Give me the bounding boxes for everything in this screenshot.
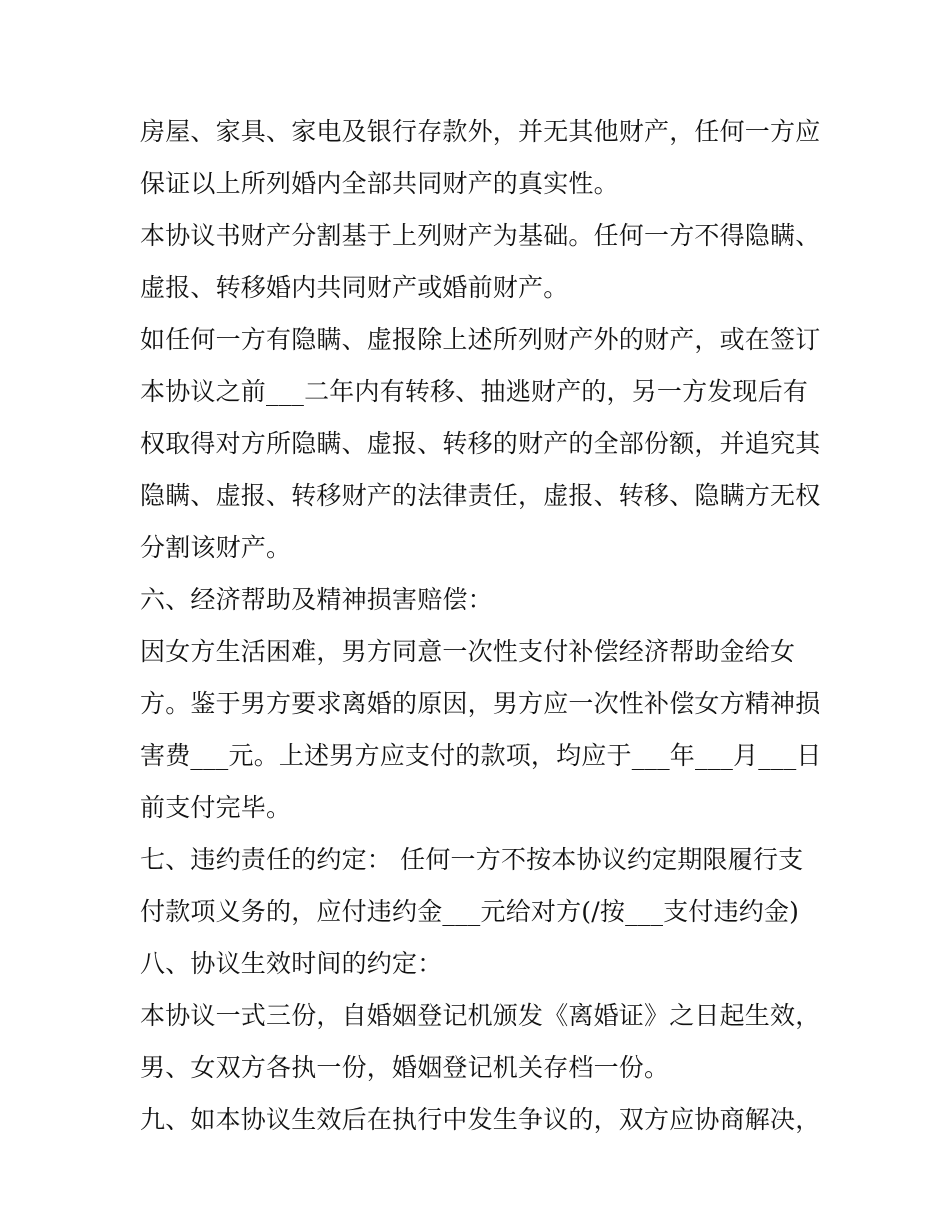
section-heading: 七、违约责任的约定： 任何一方不按本协议约定期限履行支 (140, 845, 804, 874)
document-body (140, 108, 820, 1148)
text-line: 男、女双方各执一份，婚姻登记机关存档一份。 (140, 1053, 670, 1082)
section-heading: 九、如本协议生效后在执行中发生争议的，双方应协商解决， (140, 1105, 821, 1134)
text-line: 虚报、转移婚内共同财产或婚前财产。 (140, 273, 569, 302)
text-line: 本协议之前___二年内有转移、抽逃财产的，另一方发现后有 (140, 377, 809, 406)
text-line: 因女方生活困难，男方同意一次性支付补偿经济帮助金给女 (140, 637, 796, 666)
text-line: 分割该财产。 (140, 533, 292, 562)
section-heading: 六、经济帮助及精神损害赔偿： (140, 585, 493, 614)
text-line: 房屋、家具、家电及银行存款外，并无其他财产，任何一方应 (140, 117, 821, 146)
text-line: 保证以上所列婚内全部共同财产的真实性。 (140, 169, 619, 198)
text-line: 前支付完毕。 (140, 793, 292, 822)
text-line: 本协议书财产分割基于上列财产为基础。任何一方不得隐瞒、 (140, 221, 821, 250)
text-line: 害费___元。上述男方应支付的款项，均应于___年___月___日 (140, 741, 822, 770)
section-heading: 八、协议生效时间的约定： (140, 949, 443, 978)
text-line: 付款项义务的，应付违约金___元给对方(/按___支付违约金) (140, 897, 800, 926)
text-line: 权取得对方所隐瞒、虚报、转移的财产的全部份额，并追究其 (140, 429, 821, 458)
text-line: 本协议一式三份，自婚姻登记机颁发《离婚证》之日起生效， (140, 1001, 821, 1030)
text-line: 方。鉴于男方要求离婚的原因，男方应一次性补偿女方精神损 (140, 689, 821, 718)
text-line: 如任何一方有隐瞒、虚报除上述所列财产外的财产，或在签订 (140, 325, 821, 354)
text-line: 隐瞒、虚报、转移财产的法律责任，虚报、转移、隐瞒方无权 (140, 481, 821, 510)
